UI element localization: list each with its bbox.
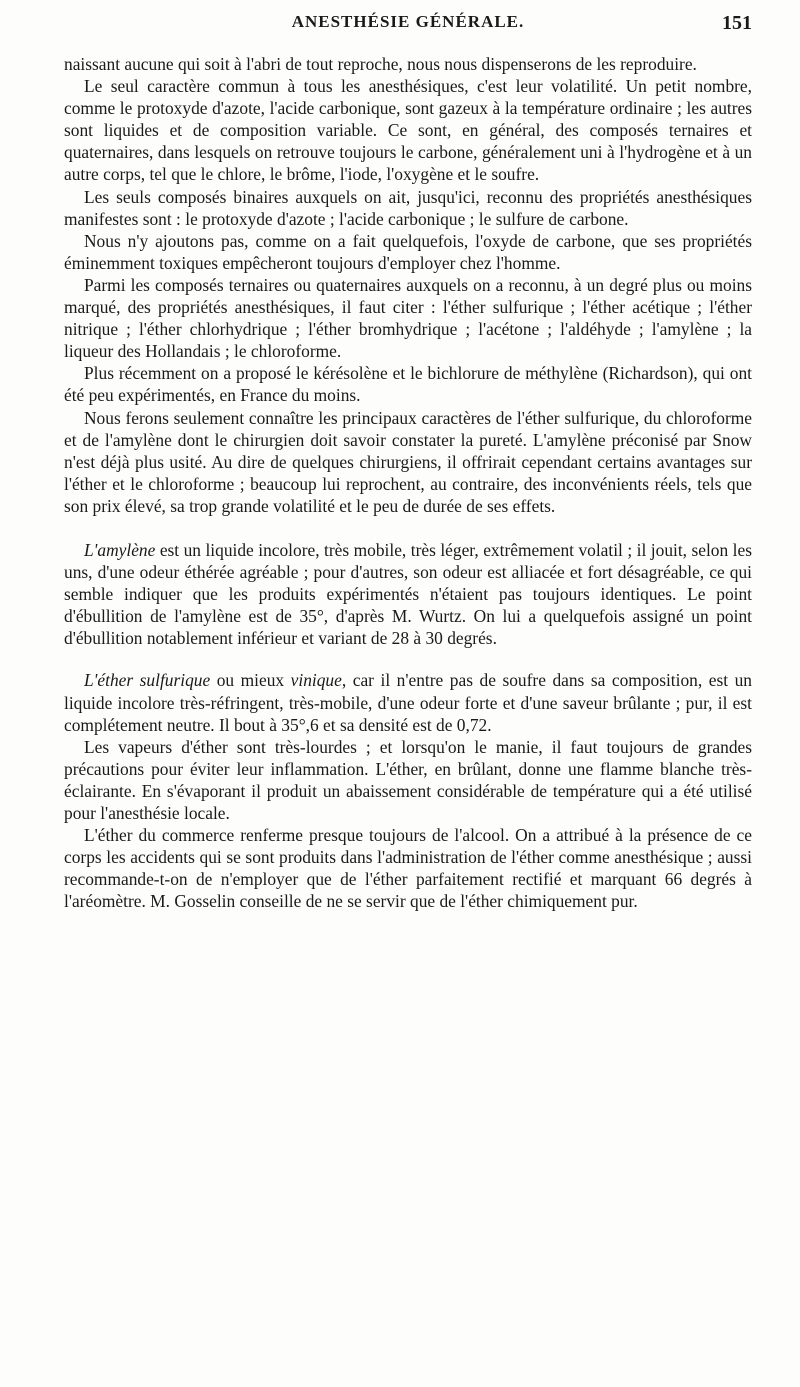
ether-connector: ou mieux — [210, 670, 291, 691]
running-title: ANESTHÉSIE GÉNÉRALE. — [291, 12, 525, 31]
paragraph-recent-proposals: Plus récemment on a proposé le kérésolène et le bichlorure de méthylène (Richardson), qui ont été peu expérimentés, en France du moins. — [64, 363, 752, 406]
body-text — [64, 53, 752, 912]
term-ether-sulfurique: L'éther sulfurique — [84, 670, 211, 691]
paragraph-ether-vapors: Les vapeurs d'éther sont très-lourdes ; et lorsqu'on le manie, il faut toujours de grandes précautions pour éviter leur inflammation. L'éther, en brûlant, donne une flamme blanche très-éclairante. En s'évaporant il produit un abaissement considérable de température qui a été utilisé pour l'anesthésie locale. — [64, 736, 752, 823]
paragraph-volatility: Le seul caractère commun à tous les anesthésiques, c'est leur volatilité. Un petit nombre, comme le protoxyde d'azote, l'acide carbonique, sont gazeux à la température ordinaire ; les autres sont liquides et de composition variable. Ce sont, en général, des composés ternaires et quaternaires, dans lesquels on retrouve toujours le carbone, généralement uni à l'hydrogène et à un autre corps, tel que le chlore, le brôme, l'iode, l'oxygène et le soufre. — [64, 76, 752, 185]
amylene-text: est un liquide incolore, très mobile, très léger, extrêmement volatil ; il jouit, selon les uns, d'une odeur éthérée agréable ; pour d'autres, son odeur est alliacée et fort désagréable, ce qui semble indiquer que les produits expérimentés n'étaient pas toujours identiques. Le point d'ébullition de l'amylène est de 35°, d'après M. Wurtz. On lui a quelquefois assigné un point d'ébullition notablement inférieur et variant de 28 à 30 degrés. — [64, 539, 752, 649]
term-vinique: vinique — [290, 670, 342, 691]
page-number: 151 — [722, 12, 752, 34]
paragraph-ternary-compounds: Parmi les composés ternaires ou quaternaires auxquels on a reconnu, à un degré plus ou moins marqué, des propriétés anesthésiques, il faut citer : l'éther sulfurique ; l'éther acétique ; l'éther nitrique ; l'éther chlorhydrique ; l'éther bromhydrique ; l'acétone ; l'aldéhyde ; l'amylène ; la liqueur des Hollandais ; le chloroforme. — [64, 274, 752, 362]
paragraph-ether — [64, 669, 752, 735]
running-head — [64, 12, 752, 42]
paragraph-amylene — [64, 539, 752, 649]
paragraph-binary-compounds: Les seuls composés binaires auxquels on ait, jusqu'ici, reconnu des propriétés anesthésiques manifestes sont : le protoxyde d'azote ; l'acide carbonique ; le sulfure de carbone. — [64, 186, 752, 229]
paragraph-main-characters: Nous ferons seulement connaître les principaux caractères de l'éther sulfurique, du chloroforme et de l'amylène dont le chirurgien doit savoir constater la pureté. L'amylène préconisé par Snow n'est déjà plus usité. Au dire de quelques chirurgiens, il offrirait cependant certains avantages sur l'éther et le chloroforme ; beaucoup lui reprochent, au contraire, des inconvénients réels, tels que son prix élevé, sa trop grande volatilité et le peu de durée de ses effets. — [64, 407, 752, 516]
paragraph-commercial-ether: L'éther du commerce renferme presque toujours de l'alcool. On a attribué à la présence de ce corps les accidents qui se sont produits dans l'administration de l'éther comme anesthésique ; aussi recommande-t-on de n'employer que de l'éther parfaitement rectifié et marquant 66 degrés à l'aréomètre. M. Gosselin conseille de ne se servir que de l'éther chimiquement pur. — [64, 825, 752, 912]
paragraph-continued: naissant aucune qui soit à l'abri de tout reproche, nous nous dispenserons de les reproduire. — [64, 54, 697, 74]
ether-text: , car il n'entre pas de soufre dans sa composition, est un liquide incolore très-réfringent, très-mobile, d'une odeur forte et d'une saveur brûlante ; pur, il est complétement neutre. Il bout à 35°,6 et sa densité est de 0,72. — [64, 670, 752, 735]
term-amylene: L'amylène — [84, 539, 156, 560]
paragraph-carbon-oxide: Nous n'y ajoutons pas, comme on a fait quelquefois, l'oxyde de carbone, que ses propriétés éminemment toxiques empêcheront toujours d'employer chez l'homme. — [64, 230, 752, 273]
